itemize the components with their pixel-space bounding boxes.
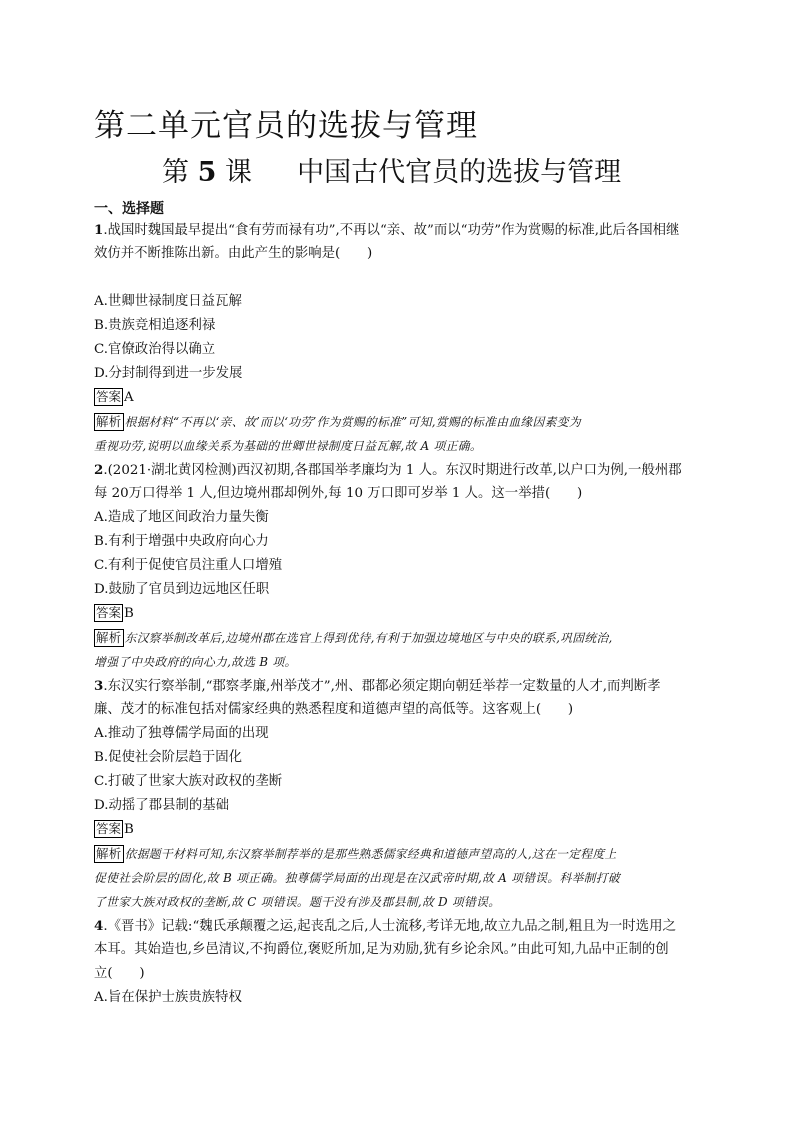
option-c: C.有利于促使官员注重人口增殖 [94, 558, 283, 573]
question-number: 2 [94, 462, 104, 478]
answer-tag: 答案 [96, 389, 122, 404]
answer-row [94, 818, 704, 842]
unit-title: 第二单元官员的选拔与管理 [94, 108, 478, 144]
question-stem-line: 4.《晋书》记载:“魏氏承颠覆之运,起丧乱之后,人士流移,考详无地,故立九品之制,粗且为一时选用之 [94, 918, 676, 934]
question-number: 3 [94, 678, 104, 694]
option-c: C.官僚政治得以确立 [94, 342, 216, 357]
option-a: A.推动了独尊儒学局面的出现 [94, 726, 269, 741]
option-d: D.鼓励了官员到边远地区任职 [94, 582, 270, 597]
option-d: D.分封制得到进一步发展 [94, 366, 243, 381]
answer-row [94, 602, 704, 626]
analysis-tag: 解析 [96, 414, 122, 429]
analysis-line: 增强了中央政府的向心力,故选 B 项。 [94, 655, 297, 669]
option-b: B.有利于增强中央政府向心力 [94, 534, 269, 549]
analysis-tag: 解析 [96, 630, 122, 645]
question-stem-line: 效仿并不断推陈出新。由此产生的影响是( ) [94, 246, 373, 261]
analysis-line: 解析 东汉察举制改革后,边境州郡在选官上得到优待,有利于加强边境地区与中央的联系,巩固统治, [96, 630, 613, 645]
answer-value: B [124, 822, 134, 837]
option-d: D.动摇了郡县制的基础 [94, 798, 230, 813]
question-stem-line: 每 20万口得举 1 人,但边境州郡却例外,每 10 万口即可岁举 1 人。这一举措( ) [94, 486, 583, 501]
question-stem-line: 本耳。其始造也,乡邑清议,不拘爵位,褒贬所加,足为劝励,犹有乡论余风。”由此可知,九品中正制的创 [94, 942, 669, 957]
lesson-label-suffix: 课 [224, 157, 252, 188]
option-b: B.贵族竞相追逐利禄 [94, 318, 216, 333]
question-stem-line: 3.东汉实行察举制,“郡察孝廉,州举茂才”,州、郡都必须定期向朝廷举荐一定数量的人才,而判断孝 [94, 678, 661, 694]
answer-row [94, 386, 704, 410]
analysis-line: 了世家大族对政权的垄断,故 C 项错误。题干没有涉及郡县制,故 D 项错误。 [94, 895, 501, 909]
answer-value: A [124, 390, 134, 405]
question-stem-line: 1.战国时魏国最早提出“食有劳而禄有功”,不再以“亲、故”而以“功劳”作为赏赐的标准,此后各国相继 [94, 222, 680, 238]
section-heading: 一、选择题 [94, 201, 164, 217]
answer-tag: 答案 [96, 821, 122, 836]
question-stem-line: 2.(2021·湖北黄冈检测)西汉初期,各郡国举孝廉均为 1 人。东汉时期进行改革,以户口为例,一般州郡 [94, 462, 682, 478]
question-number: 4 [94, 918, 104, 934]
analysis-tag: 解析 [96, 846, 122, 861]
option-a: A.世卿世禄制度日益瓦解 [94, 294, 242, 309]
question-4 [94, 914, 704, 1010]
question-3 [94, 674, 704, 914]
answer-value: B [124, 606, 134, 621]
lesson-label-prefix: 第 [162, 157, 189, 188]
analysis-line: 解析 依据题干材料可知,东汉察举制荐举的是那些熟悉儒家经典和道德声望高的人,这在一定程度上 [96, 846, 617, 861]
question-list [94, 218, 704, 1010]
analysis-line: 重视功劳,说明以血缘关系为基础的世卿世禄制度日益瓦解,故 A 项正确。 [94, 439, 482, 453]
analysis-line: 解析 根据材料“不再以‘亲、故’而以‘功劳’作为赏赐的标准”可知,赏赐的标准由血缘因素变为 [96, 414, 581, 429]
lesson-number: 5 [197, 157, 217, 188]
lesson-title [162, 150, 621, 189]
question-stem-line: 廉、茂才的标准包括对儒家经典的熟悉程度和道德声望的高低等。这客观上( ) [94, 702, 574, 717]
question-2 [94, 458, 704, 674]
option-a: A.旨在保护士族贵族特权 [94, 990, 242, 1005]
lesson-name: 中国古代官员的选拔与管理 [297, 157, 622, 188]
question-stem-line: 立( ) [94, 966, 145, 981]
option-a: A.造成了地区间政治力量失衡 [94, 510, 269, 525]
answer-tag: 答案 [96, 605, 122, 620]
option-c: C.打破了世家大族对政权的垄断 [94, 774, 283, 789]
option-b: B.促使社会阶层趋于固化 [94, 750, 243, 765]
analysis-line: 促使社会阶层的固化,故 B 项正确。独尊儒学局面的出现是在汉武帝时期,故 A 项错误。科举制打破 [94, 871, 620, 885]
question-number: 1 [94, 222, 104, 238]
question-1 [94, 218, 704, 458]
